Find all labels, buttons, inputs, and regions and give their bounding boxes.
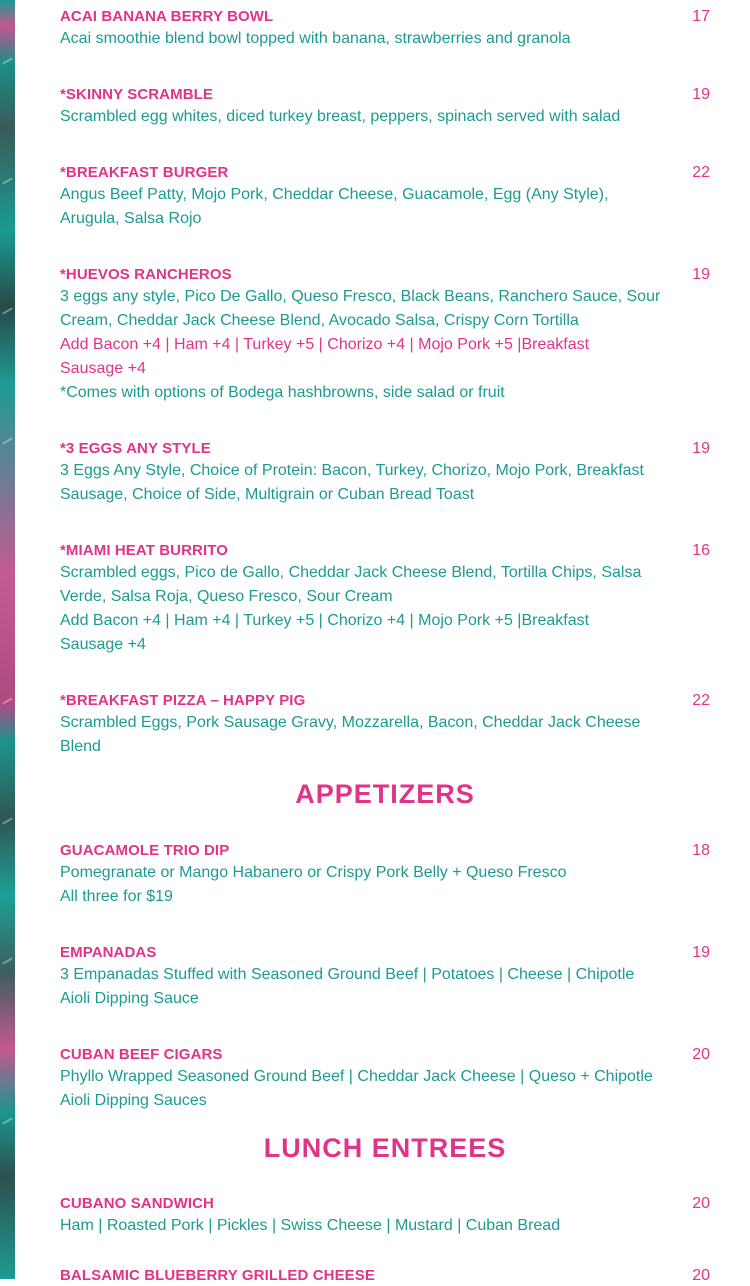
item-name: ACAI BANANA BERRY BOWL (60, 8, 274, 25)
item-price: 19 (692, 944, 710, 961)
item-description: Blend (60, 738, 101, 755)
item-name: *MIAMI HEAT BURRITO (60, 542, 229, 559)
item-price: 20 (692, 1046, 710, 1063)
menu-item (60, 939, 710, 1011)
item-addons: Add Bacon +4 | Ham +4 | Turkey +5 | Chorizo +4 | Mojo Pork +5 |Breakfast (60, 336, 590, 353)
item-name: *SKINNY SCRAMBLE (60, 86, 214, 103)
item-name: EMPANADAS (60, 944, 157, 961)
item-description: Verde, Salsa Roja, Queso Fresco, Sour Cream (60, 588, 393, 605)
menu-item (60, 3, 710, 51)
item-description: Acai smoothie blend bowl topped with banana, strawberries and granola (60, 30, 571, 47)
item-price: 19 (692, 266, 710, 283)
item-price: 18 (692, 842, 710, 859)
item-description: Cream, Cheddar Jack Cheese Blend, Avocado Salsa, Crispy Corn Tortilla (60, 312, 579, 329)
item-description: Ham | Roasted Pork | Pickles | Swiss Cheese | Mustard | Cuban Bread (60, 1217, 561, 1234)
palm-leaf-border (0, 0, 15, 1279)
item-price: 20 (692, 1267, 710, 1284)
item-description: Arugula, Salsa Rojo (60, 210, 202, 227)
item-description: 3 eggs any style, Pico De Gallo, Queso Fresco, Black Beans, Ranchero Sauce, Sour (60, 288, 661, 305)
item-name: *HUEVOS RANCHEROS (60, 266, 232, 283)
menu-item (60, 261, 710, 405)
item-price: 16 (692, 542, 710, 559)
item-description: All three for $19 (60, 888, 173, 905)
menu-item (60, 687, 710, 759)
section-heading-appetizers: APPETIZERS (295, 779, 475, 809)
item-name: BALSAMIC BLUEBERRY GRILLED CHEESE (60, 1267, 375, 1284)
item-price: 19 (692, 440, 710, 457)
menu-item (60, 537, 710, 657)
item-note: *Comes with options of Bodega hashbrowns, side salad or fruit (60, 384, 505, 401)
menu-item (60, 1041, 710, 1113)
item-description: Aioli Dipping Sauce (60, 990, 199, 1007)
item-price: 20 (692, 1195, 710, 1212)
item-description: Pomegranate or Mango Habanero or Crispy Pork Belly + Queso Fresco (60, 864, 567, 881)
item-description: Sausage, Choice of Side, Multigrain or Cuban Bread Toast (60, 486, 475, 503)
item-price: 22 (692, 692, 710, 709)
menu-item (60, 1190, 710, 1238)
item-description: Aioli Dipping Sauces (60, 1092, 207, 1109)
item-name: CUBANO SANDWICH (60, 1195, 214, 1212)
item-description: Scrambled Eggs, Pork Sausage Gravy, Mozzarella, Bacon, Cheddar Jack Cheese (60, 714, 641, 731)
menu-item (60, 837, 710, 909)
item-name: *BREAKFAST PIZZA – HAPPY PIG (60, 692, 306, 709)
item-description: Scrambled eggs, Pico de Gallo, Cheddar Jack Cheese Blend, Tortilla Chips, Salsa (60, 564, 642, 581)
menu-item (60, 435, 710, 507)
menu-item (60, 81, 710, 129)
item-addons: Add Bacon +4 | Ham +4 | Turkey +5 | Chorizo +4 | Mojo Pork +5 |Breakfast (60, 612, 590, 629)
item-description: 3 Eggs Any Style, Choice of Protein: Bacon, Turkey, Chorizo, Mojo Pork, Breakfast (60, 462, 644, 479)
menu-item (60, 159, 710, 231)
item-name: CUBAN BEEF CIGARS (60, 1046, 223, 1063)
item-price: 19 (692, 86, 710, 103)
item-price: 17 (692, 8, 710, 25)
section-heading-lunch-entrees: LUNCH ENTREES (263, 1133, 507, 1163)
item-price: 22 (692, 164, 710, 181)
item-name: *3 EGGS ANY STYLE (60, 440, 211, 457)
item-description: Angus Beef Patty, Mojo Pork, Cheddar Cheese, Guacamole, Egg (Any Style), (60, 186, 609, 203)
item-addons: Sausage +4 (60, 360, 146, 377)
item-description: 3 Empanadas Stuffed with Seasoned Ground Beef | Potatoes | Cheese | Chipotle (60, 966, 635, 983)
menu-item (60, 1262, 710, 1286)
item-addons: Sausage +4 (60, 636, 146, 653)
item-description: Phyllo Wrapped Seasoned Ground Beef | Cheddar Jack Cheese | Queso + Chipotle (60, 1068, 653, 1085)
item-name: *BREAKFAST BURGER (60, 164, 229, 181)
item-description: Scrambled egg whites, diced turkey breast, peppers, spinach served with salad (60, 108, 621, 125)
item-name: GUACAMOLE TRIO DIP (60, 842, 230, 859)
